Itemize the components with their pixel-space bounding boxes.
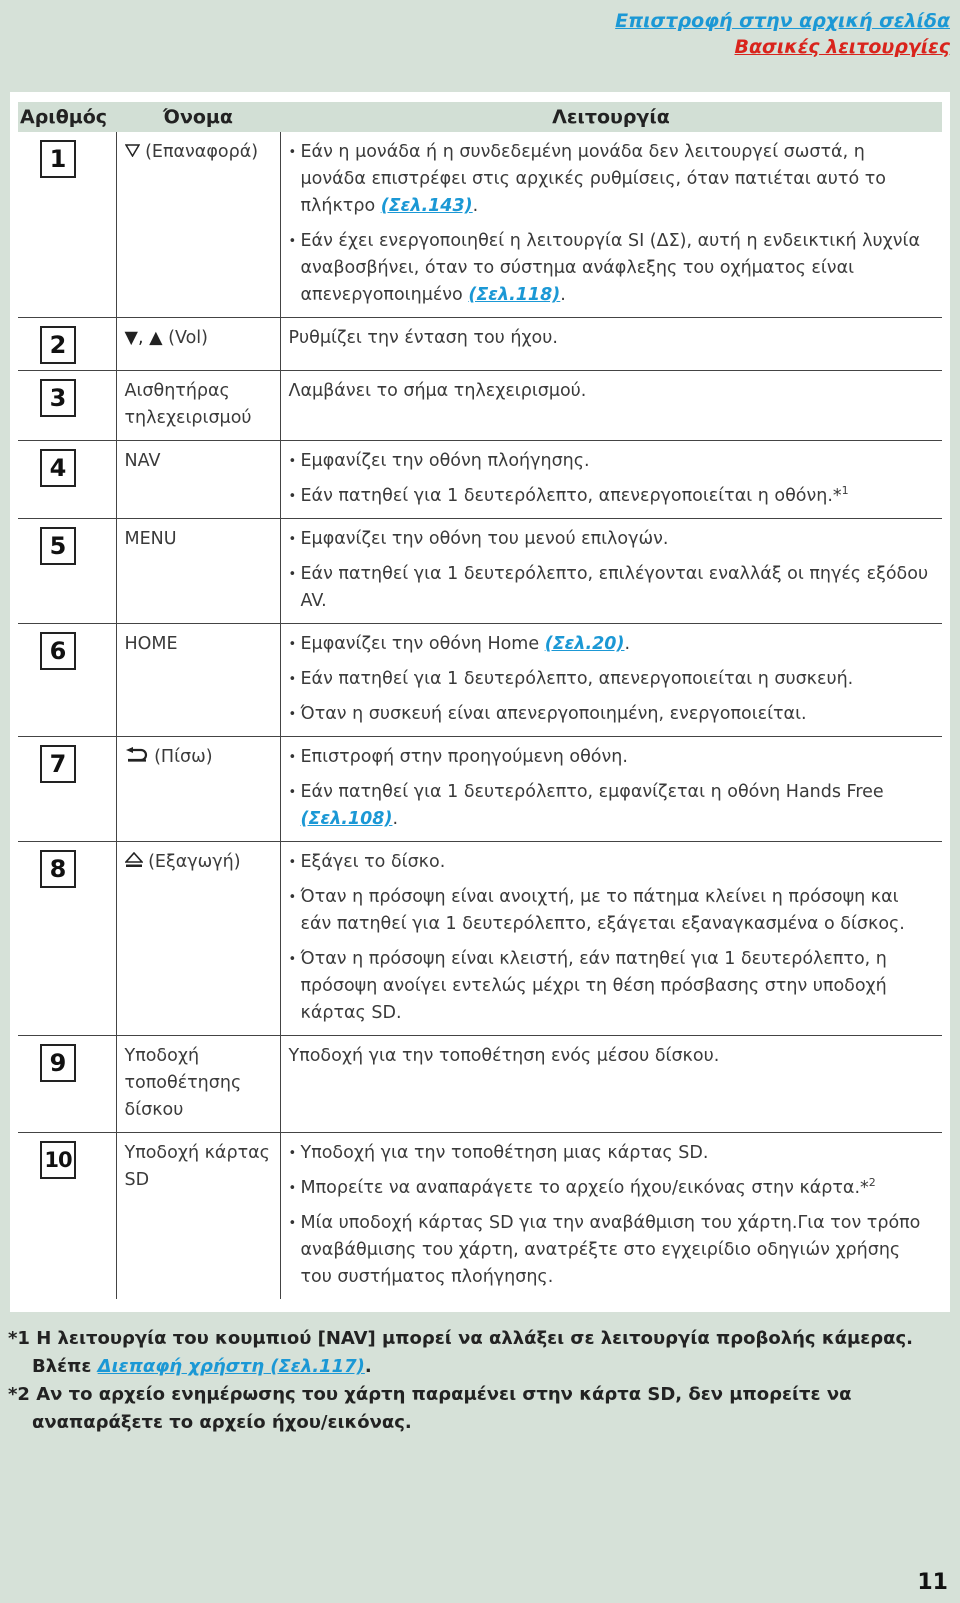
list-item <box>289 448 935 475</box>
list-item <box>289 744 935 771</box>
table-row <box>18 519 942 624</box>
footnotes <box>0 1325 960 1437</box>
item-text: Εξάγει το δίσκο. <box>300 852 446 872</box>
row-number-badge: 2 <box>40 326 76 364</box>
row-name-text: (Πίσω) <box>154 747 213 767</box>
row-function <box>280 132 942 318</box>
item-text: Εάν έχει ενεργοποιηθεί η λειτουργία SI (ΔΣ), αυτή η ενδεικτική λυχνία αναβοσβήνει, όταν το σύστημα ανάφλεξης του οχήματος είναι απενεργοποιημένο <box>300 231 920 305</box>
basic-operations-link[interactable]: Βασικές λειτουργίες <box>734 36 950 58</box>
volume-arrows-icon: ▼, ▲ <box>124 328 163 348</box>
item-text: Υποδοχή για την τοποθέτηση ενός μέσου δίσκου. <box>288 1046 720 1066</box>
item-trail: . <box>392 809 399 829</box>
row-function <box>280 318 942 371</box>
list-item <box>289 1140 935 1167</box>
list-item <box>289 884 935 938</box>
row-name-text: (Εξαγωγή) <box>148 852 241 872</box>
item-text: Όταν η πρόσοψη είναι κλειστή, εάν πατηθεί για 1 δευτερόλεπτο, η πρόσοψη ανοίγει εντελώς μέχρι τη θέση πρόσβασης στην υποδοχή κάρτας SD. <box>300 949 887 1023</box>
list-item <box>289 483 935 510</box>
list-item <box>289 849 935 876</box>
item-text: Λαμβάνει το σήμα τηλεχειρισμού. <box>288 381 587 401</box>
content-sheet <box>10 92 950 1312</box>
list-item <box>289 779 935 833</box>
column-header-name: Όνομα <box>116 102 280 132</box>
row-name <box>116 842 280 1036</box>
list-item <box>289 701 935 728</box>
table-row <box>18 624 942 737</box>
page-ref-link[interactable]: (Σελ.20) <box>544 634 625 654</box>
function-table <box>18 102 942 1299</box>
item-text: Εάν πατηθεί για 1 δευτερόλεπτο, απενεργοποιείται η συσκευή. <box>300 669 854 689</box>
item-text: Εμφανίζει την οθόνη του μενού επιλογών. <box>300 529 669 549</box>
item-text: Εμφανίζει την οθόνη Home <box>300 634 545 654</box>
row-name: Αισθητήρας τηλεχειρισμού <box>116 371 280 441</box>
footnote-marker: 1 <box>841 484 849 498</box>
item-text: Εάν πατηθεί για 1 δευτερόλεπτο, επιλέγονται εναλλάξ οι πηγές εξόδου AV. <box>300 564 929 611</box>
list-item <box>289 1210 935 1291</box>
row-name: Υποδοχή τοποθέτησης δίσκου <box>116 1036 280 1133</box>
item-text: Μία υποδοχή κάρτας SD για την αναβάθμιση του χάρτη.Για τον τρόπο αναβάθμισης του χάρτη, ανατρέξτε στο εγχειρίδιο οδηγιών χρήσης του συστήματος πλοήγησης. <box>300 1213 921 1287</box>
list-item <box>289 946 935 1027</box>
row-name-text: (Vol) <box>168 328 208 348</box>
row-function <box>280 624 942 737</box>
table-row <box>18 132 942 318</box>
page-ref-link[interactable]: (Σελ.118) <box>468 285 561 305</box>
back-arrow-icon <box>125 747 149 767</box>
item-trail: . <box>560 285 566 305</box>
table-header-row <box>18 102 942 132</box>
row-name <box>116 132 280 318</box>
table-row <box>18 737 942 842</box>
row-name: HOME <box>116 624 280 737</box>
column-header-function: Λειτουργία <box>280 102 942 132</box>
home-page-link[interactable]: Επιστροφή στην αρχική σελίδα <box>615 10 950 32</box>
eject-icon <box>125 852 143 872</box>
row-function <box>280 1036 942 1133</box>
item-text: Εάν πατηθεί για 1 δευτερόλεπτο, εμφανίζεται η οθόνη Hands Free <box>300 782 884 802</box>
row-number-badge: 7 <box>40 745 76 783</box>
item-text: Εάν πατηθεί για 1 δευτερόλεπτο, απενεργοποιείται η οθόνη.* <box>300 486 842 506</box>
item-text: Ρυθμίζει την ένταση του ήχου. <box>288 328 558 348</box>
item-text: Μπορείτε να αναπαράγετε το αρχείο ήχου/εικόνας στην κάρτα.* <box>300 1178 869 1198</box>
footnote-marker: 2 <box>868 1176 876 1190</box>
list-item <box>289 1175 935 1202</box>
reset-triangle-icon <box>125 142 140 162</box>
footnote-trail: . <box>364 1356 372 1377</box>
item-trail: . <box>472 196 479 216</box>
row-number-badge: 4 <box>40 449 76 487</box>
table-row <box>18 318 942 371</box>
list-item <box>289 631 935 658</box>
item-text: Υποδοχή για την τοποθέτηση μιας κάρτας SD. <box>300 1143 709 1163</box>
item-text: Εάν η μονάδα ή η συνδεδεμένη μονάδα δεν λειτουργεί σωστά, η μονάδα επιστρέφει στις αρχικές ρυθμίσεις, όταν πατιέται αυτό το πλήκτρο <box>300 142 886 216</box>
list-item <box>289 228 935 309</box>
row-name: NAV <box>116 441 280 519</box>
footnote-1 <box>4 1325 952 1381</box>
item-text: Όταν η πρόσοψη είναι ανοιχτή, με το πάτημα κλείνει η πρόσοψη και εάν πατηθεί για 1 δευτερόλεπτο, εξάγεται εξαναγκασμένα ο δίσκος. <box>300 887 905 934</box>
item-text: Όταν η συσκευή είναι απενεργοποιημένη, ενεργοποιείται. <box>300 704 807 724</box>
table-row <box>18 842 942 1036</box>
list-item <box>289 666 935 693</box>
row-number-badge: 10 <box>40 1141 76 1179</box>
page-number: 11 <box>917 1570 948 1595</box>
footnote-text: *1 Η λειτουργία του κουμπιού [NAV] μπορεί να αλλάξει σε λειτουργία προβολής κάμερας. Βλέπε <box>8 1328 914 1377</box>
row-function <box>280 1133 942 1300</box>
list-item <box>289 526 935 553</box>
row-number-badge: 5 <box>40 527 76 565</box>
row-number-badge: 9 <box>40 1044 76 1082</box>
row-function <box>280 737 942 842</box>
row-name <box>116 737 280 842</box>
row-number-badge: 3 <box>40 379 76 417</box>
page-ref-link[interactable]: (Σελ.143) <box>380 196 473 216</box>
row-number-badge: 8 <box>40 850 76 888</box>
list-item <box>289 561 935 615</box>
row-name: MENU <box>116 519 280 624</box>
table-row <box>18 1133 942 1300</box>
row-name-text: (Επαναφορά) <box>145 142 259 162</box>
item-text: Εμφανίζει την οθόνη πλοήγησης. <box>300 451 590 471</box>
table-row <box>18 371 942 441</box>
table-row <box>18 441 942 519</box>
column-header-number: Αριθμός <box>18 102 116 132</box>
page-ref-link[interactable]: (Σελ.108) <box>300 809 393 829</box>
row-function <box>280 371 942 441</box>
row-name <box>116 318 280 371</box>
row-function <box>280 519 942 624</box>
table-row <box>18 1036 942 1133</box>
row-function <box>280 441 942 519</box>
row-number-badge: 6 <box>40 632 76 670</box>
row-function <box>280 842 942 1036</box>
footnote-2: *2 Αν το αρχείο ενημέρωσης του χάρτη παραμένει στην κάρτα SD, δεν μπορείτε να αναπαράξετε το αρχείο ήχου/εικόνας. <box>8 1384 852 1433</box>
item-text: Επιστροφή στην προηγούμενη οθόνη. <box>300 747 628 767</box>
user-interface-link[interactable]: Διεπαφή χρήστη (Σελ.117) <box>97 1356 365 1377</box>
header-links <box>615 8 950 60</box>
row-name: Υποδοχή κάρτας SD <box>116 1133 280 1300</box>
item-trail: . <box>624 634 631 654</box>
row-number-badge: 1 <box>40 140 76 178</box>
list-item <box>289 139 935 220</box>
